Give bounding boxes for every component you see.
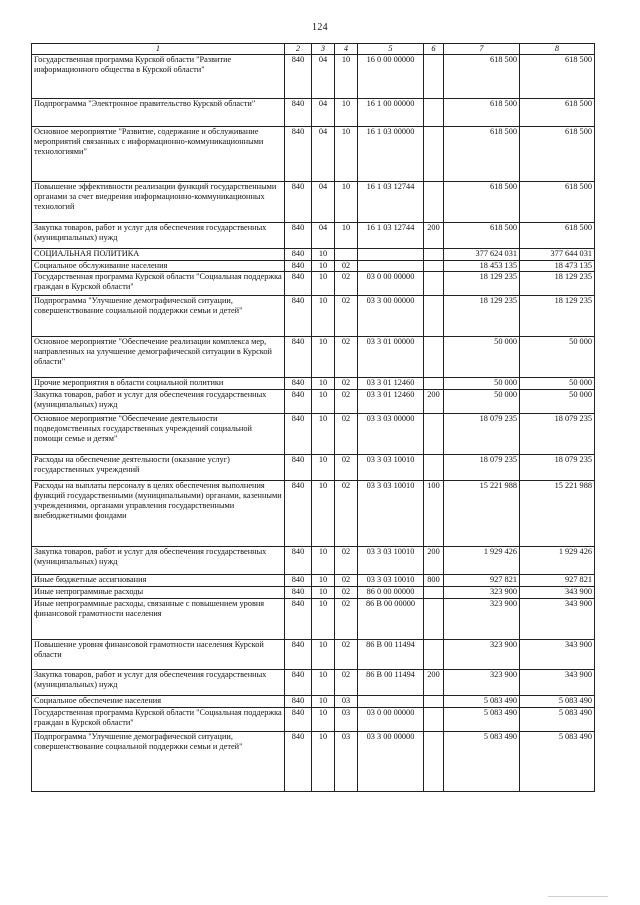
row-name: Социальное обслуживание населения bbox=[32, 261, 285, 272]
cell-section-code: 10 bbox=[312, 599, 335, 640]
cell-subsection-code: 02 bbox=[335, 261, 358, 272]
cell-subsection-code: 03 bbox=[335, 732, 358, 792]
cell-subsection-code: 02 bbox=[335, 481, 358, 547]
cell-section-code: 04 bbox=[312, 223, 335, 249]
cell-section-code: 10 bbox=[312, 296, 335, 337]
row-name: Повышение уровня финансовой грамотности населения Курской области bbox=[32, 640, 285, 670]
cell-target-code: 16 0 00 00000 bbox=[358, 55, 424, 99]
cell-section-code: 10 bbox=[312, 587, 335, 599]
row-name: Прочие мероприятия в области социальной политики bbox=[32, 378, 285, 390]
cell-subsection-code bbox=[335, 249, 358, 261]
cell-expense-type-code bbox=[424, 249, 444, 261]
cell-amount-year-1: 50 000 bbox=[444, 378, 520, 390]
cell-expense-type-code bbox=[424, 708, 444, 732]
cell-expense-type-code bbox=[424, 587, 444, 599]
page-edge-mark bbox=[548, 896, 608, 897]
cell-ministry-code: 840 bbox=[285, 99, 312, 127]
cell-section-code: 10 bbox=[312, 670, 335, 696]
cell-subsection-code: 02 bbox=[335, 272, 358, 296]
cell-subsection-code: 03 bbox=[335, 708, 358, 732]
cell-ministry-code: 840 bbox=[285, 455, 312, 481]
cell-expense-type-code bbox=[424, 99, 444, 127]
cell-amount-year-1: 323 900 bbox=[444, 587, 520, 599]
cell-target-code: 16 1 03 00000 bbox=[358, 127, 424, 182]
cell-target-code bbox=[358, 261, 424, 272]
row-name: Подпрограмма "Улучшение демографической ситуации, совершенствование социальной поддержки семьи и детей" bbox=[32, 296, 285, 337]
cell-ministry-code: 840 bbox=[285, 732, 312, 792]
cell-amount-year-2: 18 079 235 bbox=[520, 414, 595, 455]
table-row bbox=[32, 696, 595, 708]
cell-amount-year-2: 618 500 bbox=[520, 55, 595, 99]
cell-expense-type-code bbox=[424, 640, 444, 670]
cell-subsection-code: 02 bbox=[335, 390, 358, 414]
cell-ministry-code: 840 bbox=[285, 55, 312, 99]
cell-target-code: 16 1 00 00000 bbox=[358, 99, 424, 127]
cell-target-code: 86 В 00 11494 bbox=[358, 670, 424, 696]
cell-expense-type-code bbox=[424, 55, 444, 99]
row-name: Закупка товаров, работ и услуг для обеспечения государственных (муниципальных) нужд bbox=[32, 670, 285, 696]
cell-section-code: 04 bbox=[312, 182, 335, 223]
cell-amount-year-2: 343 900 bbox=[520, 599, 595, 640]
cell-amount-year-1: 5 083 490 bbox=[444, 732, 520, 792]
cell-subsection-code: 02 bbox=[335, 599, 358, 640]
cell-target-code: 03 0 00 00000 bbox=[358, 272, 424, 296]
table-row bbox=[32, 599, 595, 640]
cell-target-code: 86 В 00 11494 bbox=[358, 640, 424, 670]
cell-amount-year-2: 5 083 490 bbox=[520, 708, 595, 732]
cell-expense-type-code bbox=[424, 732, 444, 792]
cell-expense-type-code: 100 bbox=[424, 481, 444, 547]
cell-expense-type-code bbox=[424, 378, 444, 390]
cell-target-code: 03 3 03 00000 bbox=[358, 414, 424, 455]
row-name: Закупка товаров, работ и услуг для обеспечения государственных (муниципальных) нужд bbox=[32, 390, 285, 414]
cell-amount-year-1: 927 821 bbox=[444, 575, 520, 587]
page-number: 124 bbox=[312, 22, 328, 33]
cell-amount-year-1: 618 500 bbox=[444, 182, 520, 223]
cell-target-code: 16 1 03 12744 bbox=[358, 182, 424, 223]
cell-section-code: 04 bbox=[312, 99, 335, 127]
cell-subsection-code: 02 bbox=[335, 455, 358, 481]
cell-ministry-code: 840 bbox=[285, 223, 312, 249]
cell-amount-year-2: 50 000 bbox=[520, 390, 595, 414]
cell-expense-type-code bbox=[424, 414, 444, 455]
cell-amount-year-1: 50 000 bbox=[444, 390, 520, 414]
cell-ministry-code: 840 bbox=[285, 272, 312, 296]
cell-amount-year-2: 343 900 bbox=[520, 587, 595, 599]
table-row bbox=[32, 708, 595, 732]
cell-subsection-code: 02 bbox=[335, 337, 358, 378]
cell-target-code: 86 0 00 00000 bbox=[358, 587, 424, 599]
cell-section-code: 10 bbox=[312, 732, 335, 792]
column-header: 6 bbox=[424, 44, 444, 55]
cell-section-code: 10 bbox=[312, 249, 335, 261]
cell-ministry-code: 840 bbox=[285, 547, 312, 575]
cell-subsection-code: 02 bbox=[335, 670, 358, 696]
cell-target-code bbox=[358, 249, 424, 261]
cell-section-code: 10 bbox=[312, 696, 335, 708]
table-row bbox=[32, 296, 595, 337]
row-name: Подпрограмма "Улучшение демографической ситуации, совершенствование социальной поддержки семьи и детей" bbox=[32, 732, 285, 792]
row-name: Закупка товаров, работ и услуг для обеспечения государственных (муниципальных) нужд bbox=[32, 547, 285, 575]
cell-ministry-code: 840 bbox=[285, 182, 312, 223]
cell-expense-type-code: 200 bbox=[424, 670, 444, 696]
cell-ministry-code: 840 bbox=[285, 708, 312, 732]
cell-amount-year-2: 618 500 bbox=[520, 223, 595, 249]
cell-amount-year-1: 323 900 bbox=[444, 599, 520, 640]
column-header: 1 bbox=[32, 44, 285, 55]
cell-section-code: 10 bbox=[312, 640, 335, 670]
cell-ministry-code: 840 bbox=[285, 414, 312, 455]
cell-amount-year-1: 618 500 bbox=[444, 55, 520, 99]
cell-amount-year-1: 15 221 988 bbox=[444, 481, 520, 547]
cell-amount-year-2: 5 083 490 bbox=[520, 732, 595, 792]
table-row bbox=[32, 223, 595, 249]
cell-target-code: 03 3 03 10010 bbox=[358, 481, 424, 547]
table-row bbox=[32, 378, 595, 390]
table-row bbox=[32, 575, 595, 587]
table-row bbox=[32, 272, 595, 296]
table-row bbox=[32, 99, 595, 127]
cell-amount-year-1: 5 083 490 bbox=[444, 696, 520, 708]
row-name: Иные непрограммные расходы, связанные с повышением уровня финансовой грамотности населения bbox=[32, 599, 285, 640]
cell-amount-year-1: 323 900 bbox=[444, 670, 520, 696]
cell-subsection-code: 03 bbox=[335, 696, 358, 708]
cell-amount-year-1: 618 500 bbox=[444, 127, 520, 182]
table-row bbox=[32, 732, 595, 792]
table-row bbox=[32, 55, 595, 99]
row-name: Государственная программа Курской области "Социальная поддержка граждан в Курской области" bbox=[32, 708, 285, 732]
cell-subsection-code: 02 bbox=[335, 575, 358, 587]
cell-ministry-code: 840 bbox=[285, 390, 312, 414]
table-row bbox=[32, 261, 595, 272]
cell-expense-type-code bbox=[424, 599, 444, 640]
cell-target-code: 03 3 01 00000 bbox=[358, 337, 424, 378]
cell-amount-year-2: 618 500 bbox=[520, 99, 595, 127]
cell-ministry-code: 840 bbox=[285, 696, 312, 708]
cell-amount-year-1: 18 453 135 bbox=[444, 261, 520, 272]
row-name: Иные непрограммные расходы bbox=[32, 587, 285, 599]
cell-expense-type-code bbox=[424, 272, 444, 296]
cell-subsection-code: 02 bbox=[335, 414, 358, 455]
column-header: 2 bbox=[285, 44, 312, 55]
cell-amount-year-2: 343 900 bbox=[520, 670, 595, 696]
row-name: Расходы на обеспечение деятельности (оказание услуг) государственных учреждений bbox=[32, 455, 285, 481]
cell-subsection-code: 02 bbox=[335, 640, 358, 670]
cell-amount-year-1: 5 083 490 bbox=[444, 708, 520, 732]
cell-ministry-code: 840 bbox=[285, 587, 312, 599]
cell-section-code: 10 bbox=[312, 547, 335, 575]
cell-ministry-code: 840 bbox=[285, 575, 312, 587]
cell-ministry-code: 840 bbox=[285, 337, 312, 378]
cell-section-code: 10 bbox=[312, 337, 335, 378]
cell-amount-year-2: 343 900 bbox=[520, 640, 595, 670]
row-name: Основное мероприятие "Обеспечение реализации комплекса мер, направленных на улучшение демографической ситуации в Курской области" bbox=[32, 337, 285, 378]
cell-section-code: 10 bbox=[312, 708, 335, 732]
cell-ministry-code: 840 bbox=[285, 296, 312, 337]
cell-amount-year-2: 18 079 235 bbox=[520, 455, 595, 481]
cell-expense-type-code bbox=[424, 696, 444, 708]
cell-section-code: 10 bbox=[312, 414, 335, 455]
row-name: Государственная программа Курской области "Социальная поддержка граждан в Курской области" bbox=[32, 272, 285, 296]
row-name: Социальное обеспечение населения bbox=[32, 696, 285, 708]
cell-ministry-code: 840 bbox=[285, 127, 312, 182]
table-row bbox=[32, 337, 595, 378]
cell-amount-year-2: 1 929 426 bbox=[520, 547, 595, 575]
cell-amount-year-1: 618 500 bbox=[444, 223, 520, 249]
cell-amount-year-2: 18 129 235 bbox=[520, 296, 595, 337]
cell-subsection-code: 10 bbox=[335, 99, 358, 127]
cell-ministry-code: 840 bbox=[285, 640, 312, 670]
cell-expense-type-code bbox=[424, 337, 444, 378]
cell-expense-type-code bbox=[424, 296, 444, 337]
table-row bbox=[32, 481, 595, 547]
cell-amount-year-2: 618 500 bbox=[520, 127, 595, 182]
cell-target-code: 03 3 00 00000 bbox=[358, 296, 424, 337]
cell-target-code: 86 В 00 00000 bbox=[358, 599, 424, 640]
cell-amount-year-2: 18 473 135 bbox=[520, 261, 595, 272]
cell-amount-year-2: 618 500 bbox=[520, 182, 595, 223]
table-row bbox=[32, 640, 595, 670]
cell-expense-type-code: 200 bbox=[424, 547, 444, 575]
cell-target-code: 03 3 03 10010 bbox=[358, 455, 424, 481]
cell-amount-year-1: 618 500 bbox=[444, 99, 520, 127]
cell-expense-type-code bbox=[424, 261, 444, 272]
cell-amount-year-1: 18 079 235 bbox=[444, 414, 520, 455]
cell-subsection-code: 10 bbox=[335, 127, 358, 182]
cell-target-code: 03 3 00 00000 bbox=[358, 732, 424, 792]
table-row bbox=[32, 455, 595, 481]
cell-amount-year-2: 5 083 490 bbox=[520, 696, 595, 708]
table-row bbox=[32, 127, 595, 182]
cell-target-code: 03 3 01 12460 bbox=[358, 390, 424, 414]
cell-amount-year-1: 377 624 031 bbox=[444, 249, 520, 261]
column-header: 5 bbox=[358, 44, 424, 55]
budget-table bbox=[31, 43, 595, 792]
cell-section-code: 10 bbox=[312, 390, 335, 414]
row-name: Основное мероприятие "Развитие, содержание и обслуживание мероприятий связанных с информационно-коммуникационными технологиями" bbox=[32, 127, 285, 182]
cell-amount-year-2: 50 000 bbox=[520, 337, 595, 378]
cell-amount-year-1: 323 900 bbox=[444, 640, 520, 670]
cell-target-code bbox=[358, 696, 424, 708]
table-row bbox=[32, 547, 595, 575]
column-header: 3 bbox=[312, 44, 335, 55]
row-name: Основное мероприятие "Обеспечение деятельности подведомственных государственных учреждений социальной помощи семье и детям" bbox=[32, 414, 285, 455]
row-name: Государственная программа Курской области "Развитие информационного общества в Курской области" bbox=[32, 55, 285, 99]
column-header: 7 bbox=[444, 44, 520, 55]
cell-amount-year-1: 18 079 235 bbox=[444, 455, 520, 481]
row-name: Повышение эффективности реализации функций государственными органами за счет внедрения информационно-коммуникационных технологий bbox=[32, 182, 285, 223]
cell-subsection-code: 02 bbox=[335, 587, 358, 599]
cell-amount-year-1: 50 000 bbox=[444, 337, 520, 378]
cell-subsection-code: 10 bbox=[335, 55, 358, 99]
cell-subsection-code: 02 bbox=[335, 378, 358, 390]
table-row bbox=[32, 182, 595, 223]
cell-expense-type-code bbox=[424, 455, 444, 481]
cell-amount-year-2: 50 000 bbox=[520, 378, 595, 390]
cell-section-code: 10 bbox=[312, 272, 335, 296]
cell-amount-year-1: 18 129 235 bbox=[444, 272, 520, 296]
cell-ministry-code: 840 bbox=[285, 599, 312, 640]
cell-subsection-code: 02 bbox=[335, 547, 358, 575]
cell-ministry-code: 840 bbox=[285, 378, 312, 390]
cell-expense-type-code bbox=[424, 182, 444, 223]
table-row bbox=[32, 249, 595, 261]
cell-ministry-code: 840 bbox=[285, 670, 312, 696]
column-number-row bbox=[32, 44, 595, 55]
cell-section-code: 04 bbox=[312, 127, 335, 182]
cell-amount-year-2: 927 821 bbox=[520, 575, 595, 587]
cell-subsection-code: 02 bbox=[335, 296, 358, 337]
cell-section-code: 10 bbox=[312, 455, 335, 481]
cell-expense-type-code: 200 bbox=[424, 223, 444, 249]
column-header: 4 bbox=[335, 44, 358, 55]
cell-section-code: 10 bbox=[312, 481, 335, 547]
cell-ministry-code: 840 bbox=[285, 261, 312, 272]
cell-amount-year-2: 377 644 031 bbox=[520, 249, 595, 261]
cell-amount-year-2: 18 129 235 bbox=[520, 272, 595, 296]
table-row bbox=[32, 670, 595, 696]
cell-amount-year-1: 1 929 426 bbox=[444, 547, 520, 575]
row-name: Подпрограмма "Электронное правительство Курской области" bbox=[32, 99, 285, 127]
table-body bbox=[32, 55, 595, 792]
row-name: СОЦИАЛЬНАЯ ПОЛИТИКА bbox=[32, 249, 285, 261]
cell-target-code: 03 3 03 10010 bbox=[358, 575, 424, 587]
table-row bbox=[32, 414, 595, 455]
table-row bbox=[32, 390, 595, 414]
row-name: Закупка товаров, работ и услуг для обеспечения государственных (муниципальных) нужд bbox=[32, 223, 285, 249]
cell-section-code: 04 bbox=[312, 55, 335, 99]
cell-subsection-code: 10 bbox=[335, 223, 358, 249]
cell-target-code: 03 0 00 00000 bbox=[358, 708, 424, 732]
cell-target-code: 03 3 03 10010 bbox=[358, 547, 424, 575]
row-name: Иные бюджетные ассигнования bbox=[32, 575, 285, 587]
column-header: 8 bbox=[520, 44, 595, 55]
cell-amount-year-2: 15 221 988 bbox=[520, 481, 595, 547]
cell-target-code: 03 3 01 12460 bbox=[358, 378, 424, 390]
cell-ministry-code: 840 bbox=[285, 249, 312, 261]
cell-ministry-code: 840 bbox=[285, 481, 312, 547]
cell-expense-type-code bbox=[424, 127, 444, 182]
cell-section-code: 10 bbox=[312, 575, 335, 587]
cell-amount-year-1: 18 129 235 bbox=[444, 296, 520, 337]
cell-expense-type-code: 800 bbox=[424, 575, 444, 587]
cell-target-code: 16 1 03 12744 bbox=[358, 223, 424, 249]
cell-subsection-code: 10 bbox=[335, 182, 358, 223]
cell-expense-type-code: 200 bbox=[424, 390, 444, 414]
row-name: Расходы на выплаты персоналу в целях обеспечения выполнения функций государственными (муниципальными) органами, казенными учреждениями, органами управления государственными внебюджетными фондами bbox=[32, 481, 285, 547]
table-row bbox=[32, 587, 595, 599]
cell-section-code: 10 bbox=[312, 378, 335, 390]
cell-section-code: 10 bbox=[312, 261, 335, 272]
